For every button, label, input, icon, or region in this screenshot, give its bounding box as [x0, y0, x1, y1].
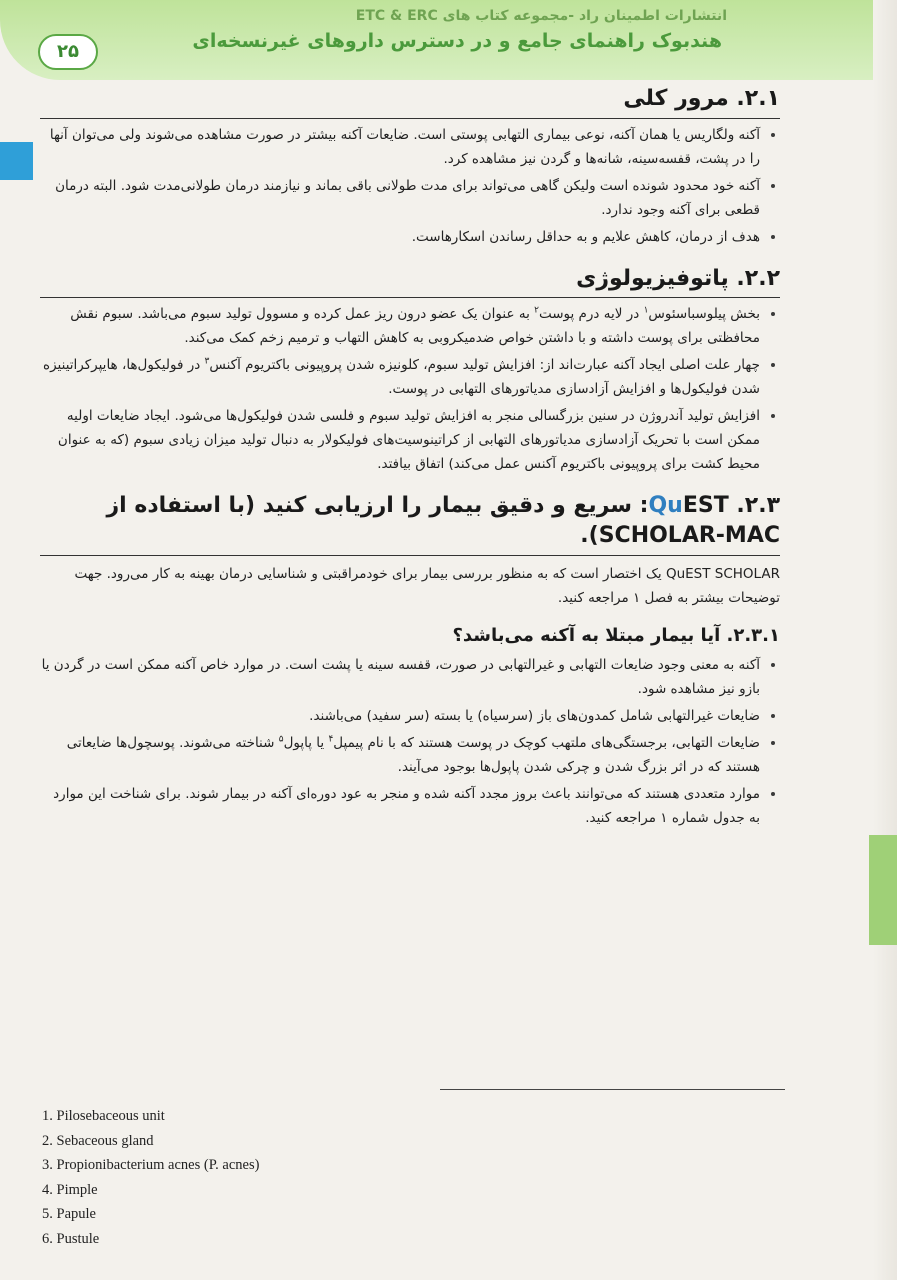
quest-paragraph: QuEST SCHOLAR یک اختصار است که به منظور بررسی بیمار برای خودمراقبتی و شناسایی درمان بهینه به کار می‌رود. جهت توضیحات بیشتر به فصل ۱ مراجعه کنید.	[74, 565, 780, 606]
footnote: 6. Pustule	[42, 1230, 100, 1247]
list-item: • موارد متعددی هستند که می‌توانند باعث بروز مجدد آکنه شده و منجر به عود دوره‌ای آکنه در بیمار شوند. برای شناخت این موارد به جدول شماره ۱ مراجعه کنید.	[40, 782, 760, 830]
text-run: یا پاپول	[283, 734, 329, 751]
list-item: • آکنه خود محدود شونده است ولیکن گاهی می‌تواند برای مدت طولانی باقی بماند و نیازمند درمان طولانی‌مدت شود. البته درمان قطعی برای آکنه وجود ندارد.	[40, 174, 760, 222]
page-edge-strip	[873, 0, 897, 1280]
footnote-ref: ۱	[643, 305, 649, 316]
section-number: ۲.۳.	[728, 493, 780, 519]
text-run: شناخته می‌شوند. پوسچول‌ها ضایعاتی هستند که در اثر بزرگ شدن و چرکی شدن پاپول‌ها بوجود می‌آیند.	[66, 734, 760, 775]
overview-list	[40, 123, 780, 249]
footnote-ref: ۲	[534, 305, 539, 316]
footnote: 3. Propionibacterium acnes (P. acnes)	[42, 1157, 260, 1174]
list-item: • هدف از درمان، کاهش علایم و به حداقل رساندن اسکارهاست.	[40, 225, 760, 249]
text-run: ضایعات التهابی، برجستگی‌های ملتهب کوچک در پوست هستند که با نام پیمپل	[333, 734, 760, 751]
list-item: • ضایعات غیرالتهابی شامل کمدون‌های باز (سرسیاه) یا بسته (سر سفید) می‌باشند.	[40, 704, 760, 728]
publisher-line: انتشارات اطمینان راد -مجموعه کتاب های ETC & ERC	[355, 8, 727, 24]
list-item: • افزایش تولید آندروژن در سنین بزرگسالی منجر به افزایش تولید سبوم و فلسی شدن فولیکول‌ها می‌شود. ایجاد ضایعات اولیه ممکن است با تحریک آزادسازی مدیاتورهای التهابی از کراتینوسیت‌های فولیکولار به دنبال تولید میزان زیادی سبوم (که به عنوان محیط کشت برای پروپیونی باکتریوم آکنس عمل می‌کند) اتفاق بیافتد.	[40, 404, 760, 476]
page-header	[0, 0, 897, 80]
list-item: • آکنه به معنی وجود ضایعات التهابی و غیرالتهابی در صورت، قفسه سینه یا پشت است. در موارد خاص آکنه ممکن است در گردن یا بازو نیز مشاهده شود.	[40, 653, 760, 701]
section-title-text: EST: سریع و دقیق بیمار را ارزیابی کنید (با استفاده از SCHOLAR-MAC).	[106, 493, 780, 549]
page-content	[40, 84, 780, 833]
footnote: 2. Sebaceous gland	[42, 1132, 154, 1149]
subsection-title-has-acne: ۲.۳.۱. آیا بیمار مبتلا به آکنه می‌باشد؟	[452, 624, 780, 646]
quest-highlight: Qu	[648, 493, 683, 519]
page-number-badge: ۲۵	[38, 34, 98, 70]
has-acne-list	[40, 653, 780, 830]
text-run: بخش پیلوسباسئوس	[648, 306, 760, 323]
list-item: • آکنه ولگاریس یا همان آکنه، نوعی بیماری التهابی پوستی است. ضایعات آکنه بیشتر در صورت مشاهده می‌شوند ولی می‌توان آنها را در پشت، قفسه‌سینه، شانه‌ها و گردن نیز مشاهده کرد.	[40, 123, 760, 171]
text-run: چهار علت اصلی ایجاد آکنه عبارت‌اند از: افزایش تولید سبوم، کلونیزه شدن پروپیونی باکتریوم آکنس	[209, 357, 760, 374]
footnote: 1. Pilosebaceous unit	[42, 1108, 165, 1124]
text-run: در لایه درم پوست	[538, 306, 644, 323]
footnote-divider	[440, 1089, 785, 1090]
text-run: به عنوان یک عضو درون ریز عمل کرده و مسوول تولید سبوم می‌باشد. سبوم نقش محافظتی برای پوست داشته و با داشتن خواص ضدمیکروبی به کاهش التهاب و ترمیم زخم کمک می‌کند.	[70, 306, 760, 347]
chapter-side-tab	[0, 142, 33, 180]
pathophysiology-list	[40, 302, 780, 476]
section-title-pathophysiology: ۲.۲. پاتوفیزیولوژی	[40, 264, 780, 299]
section-side-tab	[869, 835, 897, 945]
text-run: در فولیکول‌ها، هایپرکراتینیزه شدن فولیکول‌ها و افزایش آزادسازی مدیاتورهای التهابی در پوست.	[43, 357, 760, 398]
footnote-ref: ۴	[328, 734, 334, 745]
book-title: هندبوک راهنمای جامع و در دسترس داروهای غیرنسخه‌ای	[192, 30, 722, 52]
footnote: 5. Papule	[42, 1206, 96, 1223]
footnote-ref: ۳	[204, 356, 210, 367]
footnote-ref: ۵	[278, 734, 284, 745]
list-item	[40, 302, 760, 350]
list-item	[40, 353, 760, 401]
list-item	[40, 731, 760, 779]
footnote: 4. Pimple	[42, 1181, 98, 1198]
section-title-quest	[40, 491, 780, 555]
section-title-overview: ۲.۱. مرور کلی	[40, 84, 780, 119]
footnotes	[42, 1104, 259, 1252]
